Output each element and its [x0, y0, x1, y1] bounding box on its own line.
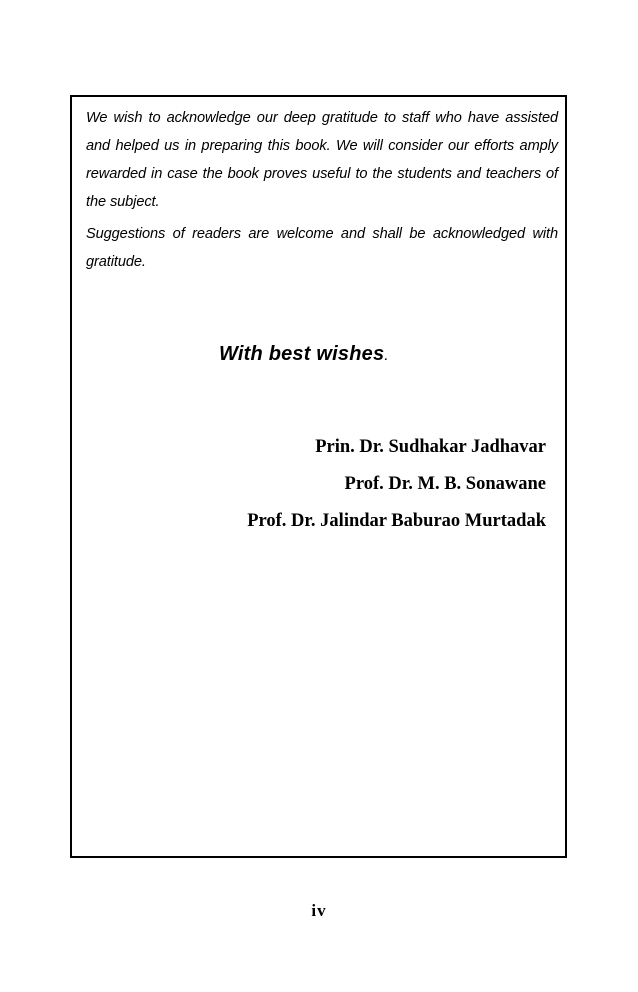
signatory-list — [247, 429, 546, 540]
closing-text: With best wishes — [219, 343, 385, 365]
suggestions-paragraph: Suggestions of readers are welcome and shall be acknowledged with gratitude. — [86, 226, 558, 270]
acknowledgement-paragraph: We wish to acknowledge our deep gratitude to staff who have assisted and helped us in preparing this book. We will consider our efforts amply rewarded in case the book proves useful to the students and teachers of the subject. — [86, 110, 558, 210]
bordered-text-box — [70, 95, 567, 858]
closing-salutation — [219, 343, 389, 366]
page-number: iv — [311, 901, 327, 920]
signatory-name: Prof. Dr. M. B. Sonawane — [344, 474, 546, 494]
signatory-name: Prin. Dr. Sudhakar Jadhavar — [315, 437, 546, 457]
closing-period: . — [384, 347, 389, 364]
signatory-name: Prof. Dr. Jalindar Baburao Murtadak — [247, 511, 546, 531]
